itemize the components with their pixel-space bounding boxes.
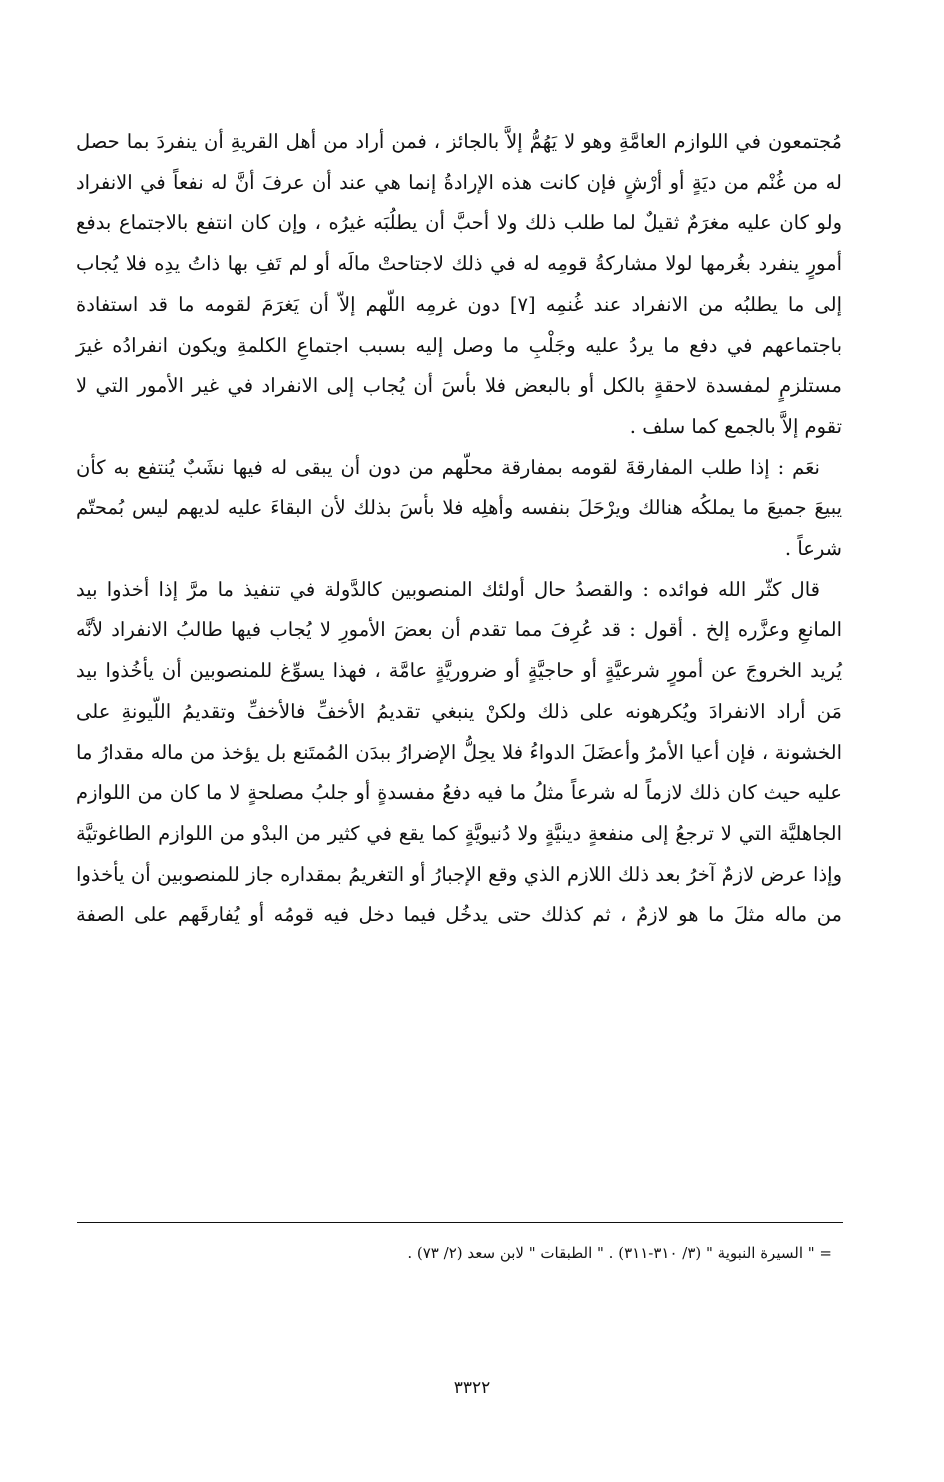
- paragraph-2: نعَم : إذا طلب المفارقةَ لقومه بمفارقة محلّهم من دون أن يبقى له فيها نشَبٌ يُنتفع به كأن يبيعَ جميعَ ما يملكُه هنالك ويرْحَلَ بنفسه وأهلِه فلا بأسَ بذلك لأن البقاءَ عليه لديهم ليس بُمحتّم شرعاً .: [76, 455, 842, 561]
- footnote: = " السيرة النبوية " (٣/ ٣١٠-٣١١) . " الطبقات " لابن سعد (٢/ ٧٣) .: [407, 1244, 832, 1262]
- footnote-separator-line: [77, 1222, 843, 1223]
- page-number: ٣٣٢٢: [453, 1378, 491, 1398]
- paragraph-3: قال كثّر الله فوائده : والقصدُ حال أولئك المنصوبين كالدَّولة في تنفيذ ما مرَّ إذا أخذوا بيد المانعِ وعزَّره إلخ . أقول : قد عُرِفَ مما تقدم أن بعضَ الأمورِ لا يُجاب فيها طالبُ الانفراد لأنَّه يُريد الخروجَ عن أمورٍ شرعيَّةٍ أو حاجيَّةٍ أو ضروريَّةٍ عامَّة ، فهذا يسوِّغ للمنصوبين أن يأخُذوا بيد مَن أراد الانفرادَ ويُكرهونه على ذلك ولكنْ ينبغي تقديمُ الأخفِّ فالأخفِّ وتقديمُ اللّيونةِ على الخشونة ، فإن أعيا الأمرُ وأعضَلَ الدواءُ فلا يحِلُّ الإضرارُ ببدَن المُمتَنع بل يؤخذ من ماله مقدارُ ما عليه حيث كان ذلك لازماً له شرعاً مثلُ ما فيه دفعُ مفسدةٍ أو جلبُ مصلحةٍ لا ما كان من اللوازم الجاهليَّة التي لا ترجعُ إلى منفعةٍ دينيَّةٍ ولا دُنيويَّةٍ كما يقع في كثير من البدْو من اللوازم الطاغوتيَّة وإذا عرض لازمٌ آخرُ بعد ذلك اللازم الذي وقع الإجبارُ أو التغريمُ بمقداره جاز للمنصوبين أن يأخذوا من ماله مثلَ ما هو لازمٌ ، ثم كذلك حتى يدخُل فيما دخل فيه قومُه أو يُفارقَهم على الصفة: [76, 577, 842, 927]
- paragraph-1: مُجتمعون في اللوازم العامَّةِ وهو لا يَهُمُّ إلاَّ بالجائز ، فمن أراد من أهل القريةِ أن ينفردَ بما حصل له من غُنْم من ديَةٍ أو أرْشٍ فإن كانت هذه الإرادةُ إنما هي عند أن عرفَ أنَّ له نفعاً في الانفراد ولو كان عليه مغرَمٌ ثقيلٌ لما طلب ذلك ولا أحبَّ أن يطلُبَه غيرُه ، وإن كان انتفع بالاجتماع بدفع أمورٍ ينفرد بغُرمها لولا مشاركةُ قومِه له في ذلك لاجتاحتْ مالَه أو لم تَفِ بها ذاتُ يدِه فلا يُجاب إلى ما يطلبُه من الانفراد عند غُنمِه [٧] دون غرمِه اللّهم إلاّ أن يَغرَمَ لقومه ما قد استفادة باجتماعهم في دفع ما يردُ عليه وجَلْبِ ما وصل إليه بسبب اجتماعِ الكلمةِ ويكون انفرادُه غيرَ مستلزمٍ لمفسدة لاحقةٍ بالكل أو بالبعض فلا بأسَ أن يُجاب إلى الانفراد في غير الأمور التي لا تقوم إلاَّ بالجمع كما سلف .: [76, 130, 842, 438]
- main-text-block: [76, 122, 842, 936]
